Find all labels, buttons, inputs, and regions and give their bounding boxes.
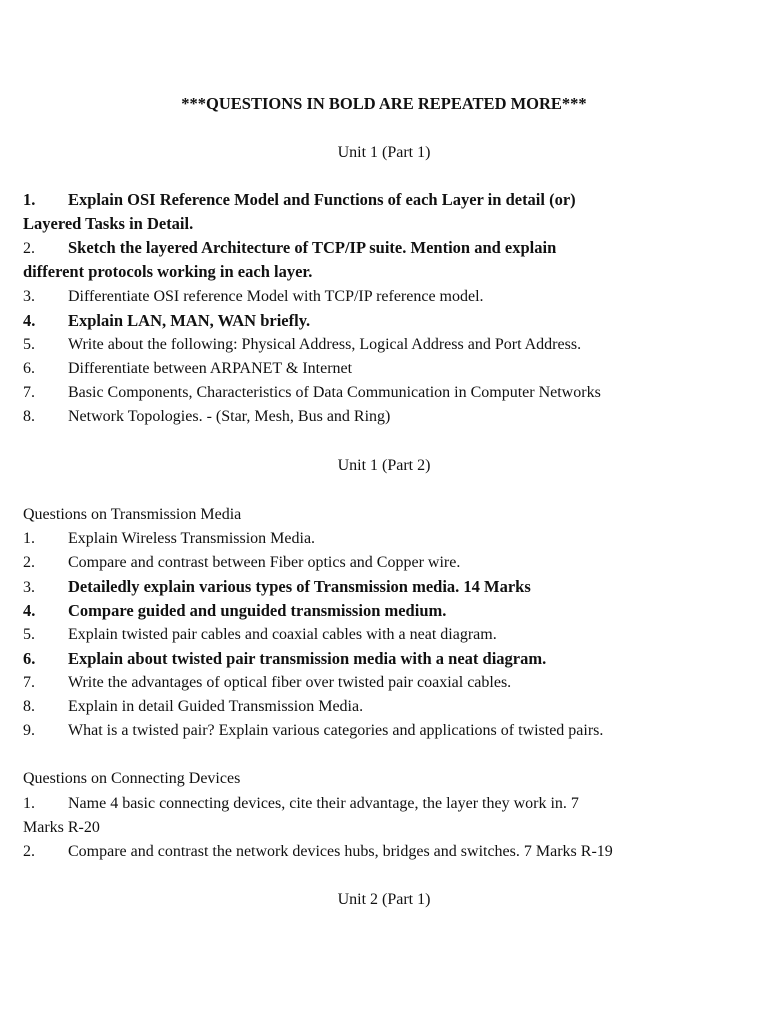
question-item: 7. Basic Components, Characteristics of Data Communication in Computer Networks [23,384,601,401]
question-item: 1. Explain OSI Reference Model and Functions of each Layer in detail (or) [23,190,576,209]
section-heading-transmission: Questions on Transmission Media [23,506,242,523]
question-item: 1. Explain Wireless Transmission Media. [23,530,316,547]
question-item: 5. Write about the following: Physical Address, Logical Address and Port Address. [23,336,582,353]
question-item: 2. Compare and contrast the network devices hubs, bridges and switches. 7 Marks R-19 [23,843,613,860]
question-continuation: Marks R-20 [23,819,100,836]
question-item: 5. Explain twisted pair cables and coaxial cables with a neat diagram. [23,626,497,643]
question-item: 9. What is a twisted pair? Explain various categories and applications of twisted pairs. [23,722,604,739]
question-item: 6. Explain about twisted pair transmission media with a neat diagram. [23,649,547,668]
question-continuation: different protocols working in each layer. [23,262,313,281]
question-continuation: Layered Tasks in Detail. [23,214,194,233]
question-item: 2. Sketch the layered Architecture of TCP/IP suite. Mention and explain [23,238,557,257]
unit1-part2-title: Unit 1 (Part 2) [337,457,431,474]
question-item: 8. Explain in detail Guided Transmission Media. [23,698,364,715]
question-item: 2. Compare and contrast between Fiber optics and Copper wire. [23,554,461,571]
question-item: 3. Detailedly explain various types of Transmission media. 14 Marks [23,577,531,596]
question-item: 3. Differentiate OSI reference Model with TCP/IP reference model. [23,288,484,305]
question-item: 1. Name 4 basic connecting devices, cite their advantage, the layer they work in. 7 [23,795,579,812]
unit2-part1-title: Unit 2 (Part 1) [337,891,431,908]
unit1-part1-title: Unit 1 (Part 1) [337,144,431,161]
question-item: 6. Differentiate between ARPANET & Internet [23,360,353,377]
question-item: 8. Network Topologies. - (Star, Mesh, Bus and Ring) [23,408,391,425]
question-item: 4. Explain LAN, MAN, WAN briefly. [23,311,311,330]
question-item: 4. Compare guided and unguided transmission medium. [23,601,447,620]
section-heading-devices: Questions on Connecting Devices [23,770,241,787]
question-item: 7. Write the advantages of optical fiber over twisted pair coaxial cables. [23,674,512,691]
document-header: ***QUESTIONS IN BOLD ARE REPEATED MORE*** [181,94,587,113]
